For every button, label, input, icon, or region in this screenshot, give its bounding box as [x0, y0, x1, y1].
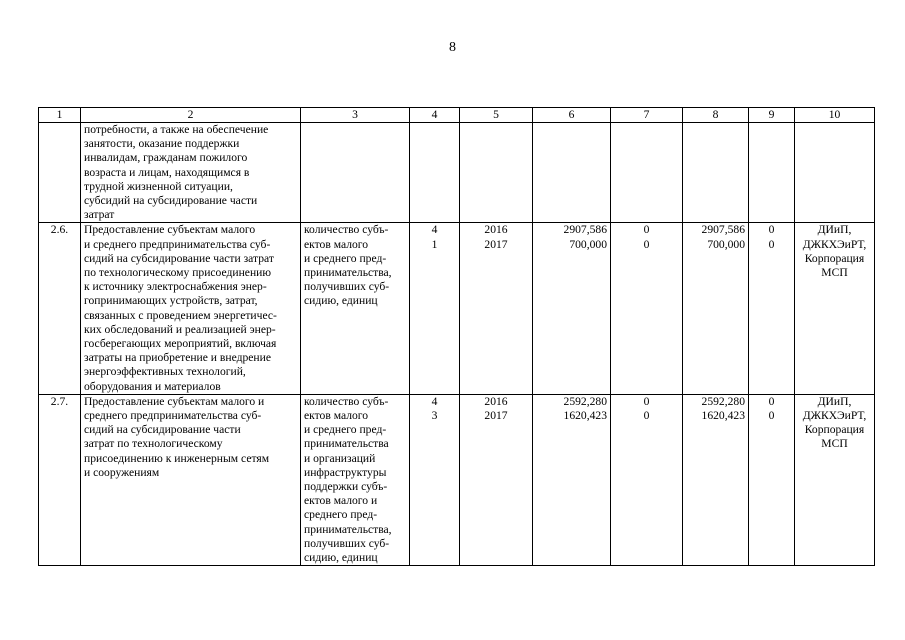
cell-line: МСП	[821, 266, 848, 280]
cell-line: 0	[768, 223, 775, 237]
row-number-cell: 2.7.	[39, 394, 81, 565]
col8-cell	[683, 394, 749, 565]
cell-line: и организаций	[304, 451, 376, 465]
cell-line: субсидий на субсидирование части	[84, 194, 258, 208]
cell-line: к источнику электроснабжения энер-	[84, 280, 267, 294]
description-cell	[81, 123, 301, 223]
cell-line: гопринимающих устройств, затрат,	[84, 294, 258, 308]
cell-line: 0	[643, 409, 650, 423]
cell-line: ДЖКХЭиРТ,	[802, 409, 867, 423]
cell-line: получивших суб-	[304, 536, 390, 550]
cell-line: ектов малого и	[304, 494, 378, 508]
column-header: 5	[460, 108, 533, 123]
column-header: 9	[749, 108, 795, 123]
col8-cell	[683, 123, 749, 223]
cell-line: связанных с проведением энергетичес-	[84, 308, 277, 322]
cell-line: сидий на субсидирование части затрат	[84, 251, 274, 265]
cell-line: 1	[431, 237, 438, 251]
cell-line: принимательства	[304, 437, 389, 451]
cell-line: потребности, а также на обеспечение	[84, 123, 269, 136]
cell-line: 0	[643, 223, 650, 237]
cell-line: и среднего пред-	[304, 251, 387, 265]
cell-line: поддержки субъ-	[304, 480, 388, 494]
cell-line: Предоставление субъектам малого и	[84, 394, 265, 408]
column-header: 4	[410, 108, 460, 123]
cell-line: 2017	[484, 409, 508, 423]
col9-cell	[749, 123, 795, 223]
col4-cell	[410, 123, 460, 223]
cell-line: ектов малого	[304, 237, 369, 251]
description-cell	[81, 223, 301, 394]
cell-line: 700,000	[569, 237, 607, 251]
cell-line: трудной жизненной ситуации,	[84, 179, 233, 193]
cell-line: 2017	[484, 237, 508, 251]
col4-cell	[410, 394, 460, 565]
cell-line: 0	[643, 394, 650, 408]
cell-line: инвалидам, гражданам пожилого	[84, 151, 248, 165]
cell-line: 0	[768, 237, 775, 251]
cell-line: принимательства,	[304, 266, 392, 280]
cell-line: оборудования и материалов	[84, 379, 221, 393]
column-header: 8	[683, 108, 749, 123]
cell-line: 1620,423	[701, 409, 745, 423]
year-cell	[460, 394, 533, 565]
cell-line: Предоставление субъектам малого	[84, 223, 256, 237]
cell-line: 2592,280	[563, 394, 607, 408]
col6-cell	[533, 223, 611, 394]
cell-line: 1620,423	[563, 409, 607, 423]
page-number: 8	[449, 40, 456, 55]
col7-cell	[611, 223, 683, 394]
cell-line: 2016	[484, 223, 508, 237]
cell-line: ектов малого	[304, 409, 369, 423]
indicator-cell	[301, 123, 410, 223]
cell-line: принимательства,	[304, 522, 392, 536]
year-cell	[460, 123, 533, 223]
table-row	[39, 223, 875, 394]
cell-line: получивших суб-	[304, 280, 390, 294]
cell-line: 2592,280	[701, 394, 745, 408]
executor-cell	[795, 123, 875, 223]
col4-cell	[410, 223, 460, 394]
cell-line: 0	[643, 237, 650, 251]
table-header-row	[39, 108, 875, 123]
col9-cell	[749, 394, 795, 565]
indicator-cell	[301, 223, 410, 394]
cell-line: затрат	[84, 208, 115, 222]
col6-cell	[533, 123, 611, 223]
cell-line: занятости, оказание поддержки	[84, 137, 240, 151]
cell-line: среднего предпринимательства суб-	[84, 409, 262, 423]
cell-line: возраста и лицам, находящимся в	[84, 165, 250, 179]
cell-line: 0	[768, 409, 775, 423]
cell-line: количество субъ-	[304, 223, 389, 237]
table-row	[39, 394, 875, 565]
cell-line: сидию, единиц	[304, 551, 378, 565]
executor-cell	[795, 223, 875, 394]
cell-line: среднего пред-	[304, 508, 378, 522]
indicator-cell	[301, 394, 410, 565]
cell-line: 3	[431, 409, 438, 423]
cell-line: МСП	[821, 437, 848, 451]
col7-cell	[611, 123, 683, 223]
row-number-cell	[39, 123, 81, 223]
column-header: 10	[795, 108, 875, 123]
cell-line: 2907,586	[701, 223, 745, 237]
column-header: 6	[533, 108, 611, 123]
row-number-cell: 2.6.	[39, 223, 81, 394]
table-row	[39, 123, 875, 223]
cell-line: энергоэффективных технологий,	[84, 365, 246, 379]
executor-cell	[795, 394, 875, 565]
program-table	[38, 107, 875, 566]
cell-line: ДИиП,	[817, 394, 852, 408]
cell-line: затраты на приобретение и внедрение	[84, 351, 271, 365]
cell-line: ких обследований и реализацией энер-	[84, 322, 276, 336]
column-header: 1	[39, 108, 81, 123]
cell-line: сидий на субсидирование части	[84, 423, 241, 437]
cell-line: 4	[431, 223, 438, 237]
cell-line: ДЖКХЭиРТ,	[802, 237, 867, 251]
cell-line: количество субъ-	[304, 394, 389, 408]
cell-line: и сооружениям	[84, 465, 160, 479]
cell-line: и среднего предпринимательства суб-	[84, 237, 271, 251]
cell-line: сидию, единиц	[304, 294, 378, 308]
cell-line: 0	[768, 394, 775, 408]
col9-cell	[749, 223, 795, 394]
cell-line: инфраструктуры	[304, 465, 387, 479]
description-cell	[81, 394, 301, 565]
column-header: 3	[301, 108, 410, 123]
year-cell	[460, 223, 533, 394]
cell-line: 2016	[484, 394, 508, 408]
cell-line: 700,000	[707, 237, 745, 251]
cell-line: 4	[431, 394, 438, 408]
cell-line: 2907,586	[563, 223, 607, 237]
col8-cell	[683, 223, 749, 394]
cell-line: присоединению к инженерным сетям	[84, 451, 270, 465]
col7-cell	[611, 394, 683, 565]
cell-line: Корпорация	[804, 423, 865, 437]
cell-line: ДИиП,	[817, 223, 852, 237]
cell-line: и среднего пред-	[304, 423, 387, 437]
col6-cell	[533, 394, 611, 565]
cell-line: затрат по технологическому	[84, 437, 223, 451]
column-header: 7	[611, 108, 683, 123]
column-header: 2	[81, 108, 301, 123]
cell-line: госберегающих мероприятий, включая	[84, 337, 277, 351]
cell-line: по технологическому присоединению	[84, 266, 272, 280]
cell-line: Корпорация	[804, 251, 865, 265]
table-body	[39, 123, 875, 566]
